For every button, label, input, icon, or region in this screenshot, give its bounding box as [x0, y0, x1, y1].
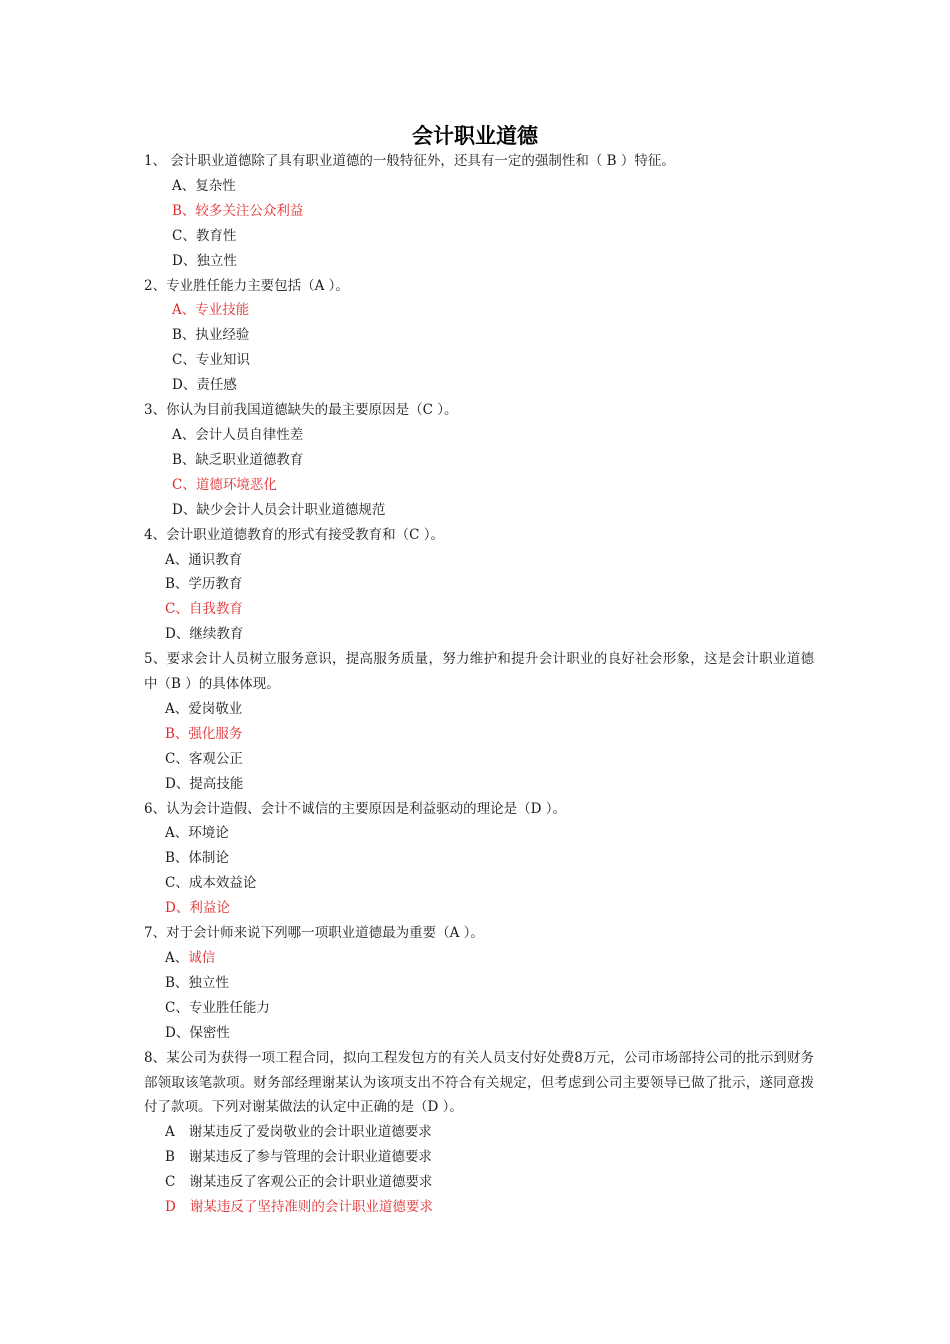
- question-8-option-d-letter: D: [165, 1199, 176, 1216]
- question-4-option-d: D、继续教育: [165, 626, 244, 643]
- question-4-option-a: A、通识教育: [165, 551, 243, 568]
- question-8-option-a-text: 谢某违反了爱岗敬业的会计职业道德要求: [188, 1124, 432, 1141]
- question-6-option-a: A、环境论: [165, 825, 229, 842]
- question-7-option-c: C、专业胜任能力: [165, 999, 270, 1016]
- question-4-option-b: B、学历教育: [165, 576, 243, 593]
- question-2-option-a: A、专业技能: [172, 302, 250, 319]
- question-6-option-d: D、利益论: [165, 900, 230, 917]
- question-2-option-b: B、执业经验: [172, 327, 250, 344]
- question-1-option-b: B、较多关注公众利益: [172, 202, 304, 219]
- question-5-option-c: C、客观公正: [165, 750, 243, 767]
- question-7-text: 7、对于会计师来说下列哪一项职业道德最为重要（A ）。: [144, 925, 484, 942]
- question-4-text: 4、会计职业道德教育的形式有接受教育和（C ）。: [144, 526, 444, 543]
- question-8-option-c-letter: C: [165, 1174, 176, 1191]
- question-8-option-b-text: 谢某违反了参与管理的会计职业道德要求: [188, 1149, 432, 1166]
- question-1-option-d: D、独立性: [172, 252, 237, 269]
- question-6-text: 6、认为会计造假、会计不诚信的主要原因是利益驱动的理论是（D ）。: [144, 800, 566, 817]
- question-4-option-c: C、自我教育: [165, 601, 243, 618]
- question-3-option-b: B、缺乏职业道德教育: [172, 451, 304, 468]
- question-3-option-c: C、道德环境恶化: [172, 476, 277, 493]
- page-title: 会计职业道德: [412, 124, 538, 148]
- question-3-text: 3、你认为目前我国道德缺失的最主要原因是（C ）。: [144, 402, 458, 419]
- question-5-text: 5、要求会计人员树立服务意识，提高服务质量，努力维护和提升会计职业的良好社会形象，这是会计职业道德中（B ）的具体体现。: [144, 651, 814, 693]
- question-6-option-b: B、体制论: [165, 850, 229, 867]
- question-8-option-a-letter: A: [165, 1124, 175, 1141]
- question-1-option-a: A、复杂性: [172, 177, 236, 194]
- question-5-option-b: B、强化服务: [165, 725, 243, 742]
- question-8-option-d: [144, 1195, 814, 1220]
- question-3-option-a: A、会计人员自律性差: [172, 426, 304, 443]
- question-7-option-a-letter: A、: [165, 950, 189, 966]
- question-2-option-c: C、专业知识: [172, 352, 250, 369]
- question-5-option-a: A、爱岗敬业: [165, 700, 243, 717]
- question-8-option-b-letter: B: [165, 1149, 175, 1166]
- question-5-option-d: D、提高技能: [165, 775, 244, 792]
- question-3-option-d: D、缺少会计人员会计职业道德规范: [172, 501, 386, 518]
- question-6-option-c: C、成本效益论: [165, 875, 257, 892]
- question-8-text: 8、某公司为获得一项工程合同，拟向工程发包方的有关人员支付好处费8万元，公司市场部持公司的批示到财务部领取该笔款项。财务部经理谢某认为该项支出不符合有关规定，但考虑到公司主要领导已做了批示，遂同意拨付了款项。下列对谢某做法的认定中正确的是（D ）。: [144, 1049, 814, 1116]
- question-2-option-d: D、责任感: [172, 377, 237, 394]
- question-7-option-d: D、保密性: [165, 1024, 230, 1041]
- question-8-option-d-text: 谢某违反了坚持准则的会计职业道德要求: [189, 1199, 433, 1216]
- question-7-option-b: B、独立性: [165, 974, 229, 991]
- question-2-text: 2、专业胜任能力主要包括（A ）。: [144, 277, 349, 294]
- question-1-option-c: C、教育性: [172, 227, 237, 244]
- question-7-option-a: [144, 946, 814, 971]
- question-8-option-c-text: 谢某违反了客观公正的会计职业道德要求: [189, 1174, 433, 1191]
- question-8-option-b: [144, 1145, 814, 1170]
- question-8-option-c: [144, 1170, 814, 1195]
- question-8-option-a: [144, 1120, 814, 1145]
- question-list: [144, 149, 814, 1220]
- question-7-option-a-answer: 诚信: [188, 950, 216, 966]
- question-1-text: 1、 会计职业道德除了具有职业道德的一般特征外，还具有一定的强制性和（ B ）特征。: [144, 153, 675, 169]
